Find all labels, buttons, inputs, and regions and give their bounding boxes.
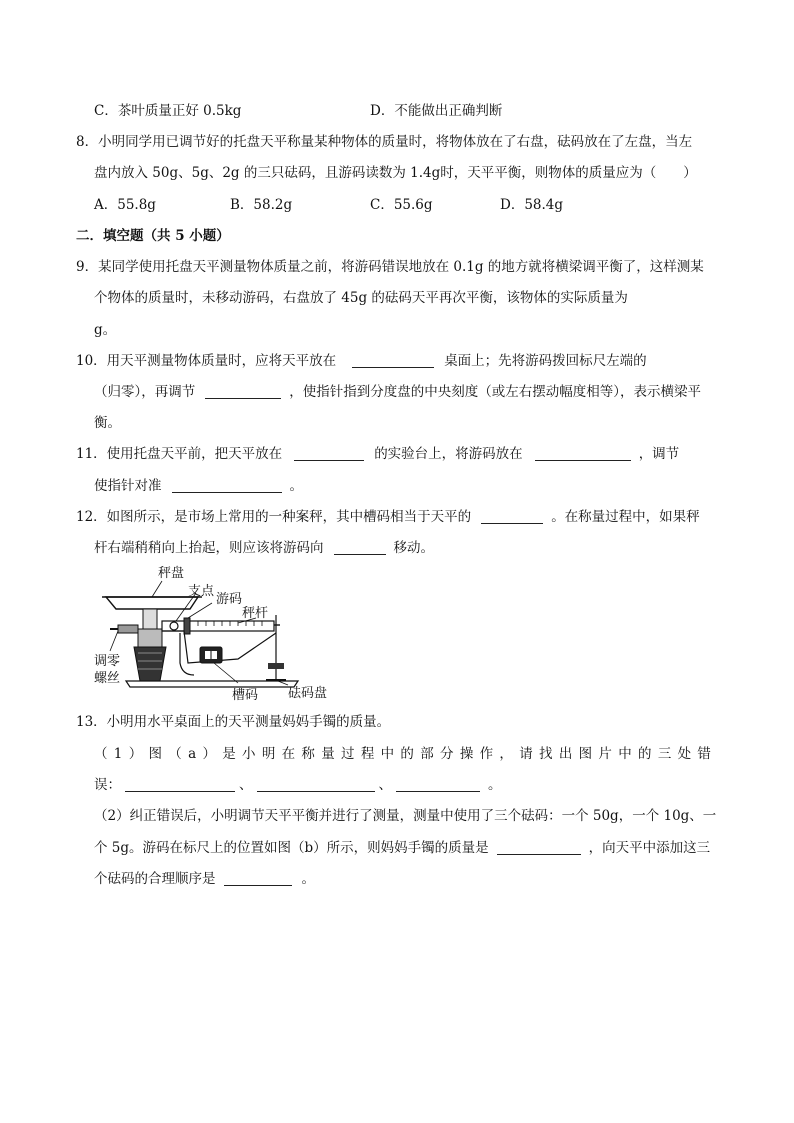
section-heading-fill-in: 二．填空题（共 5 小题） xyxy=(76,228,230,244)
q12-text-a: 12．如图所示，是市场上常用的一种案秤，其中槽码相当于天平的 xyxy=(76,509,472,525)
q13-part1-sep-2: 、 xyxy=(378,777,392,793)
q7-option-d: D．不能做出正确判断 xyxy=(370,103,503,119)
q11-answer-blank-1[interactable] xyxy=(294,446,364,461)
q10-text-b: 桌面上；先将游码拨回标尺左端的 xyxy=(444,353,647,369)
q12-line1 xyxy=(76,507,700,527)
q13-part1-line1: （1）图（a）是小明在称量过程中的部分操作，请找出图片中的三处错 xyxy=(94,746,718,762)
q12-text-b: 。在称量过程中，如果秤 xyxy=(551,509,700,525)
q10-answer-blank-2[interactable] xyxy=(205,384,281,399)
beam-shape xyxy=(162,621,274,631)
scale-pan-shape xyxy=(106,597,198,609)
q13-text-line1: 13．小明用水平桌面上的天平测量妈妈手镯的质量。 xyxy=(76,714,391,730)
q13-part1-end: 。 xyxy=(488,777,502,793)
q8-text-line1: 8．小明同学用已调节好的托盘天平称量某种物体的质量时，将物体放在了右盘，砝码放在了左盘，当左 xyxy=(76,134,693,150)
q11-text-d: 使指针对准 xyxy=(94,478,162,494)
q12-answer-blank-1[interactable] xyxy=(481,509,543,524)
label-zero-screw-1: 调零 xyxy=(94,654,121,669)
q8-option-a: A．55.8g xyxy=(94,197,156,213)
q13-answer-blank-3[interactable] xyxy=(396,777,480,792)
q11-text-b: 的实验台上，将游码放在 xyxy=(374,446,523,462)
q11-text-e: 。 xyxy=(289,478,303,494)
q7-option-c: C．茶叶质量正好 0.5kg xyxy=(94,103,242,119)
label-fulcrum: 支点 xyxy=(188,584,215,599)
q10-answer-blank-1[interactable] xyxy=(352,353,434,368)
label-beam: 秤杆 xyxy=(242,606,269,621)
q12-text-c: 杆右端稍稍向上抬起，则应该将游码向 xyxy=(94,540,324,556)
q13-part2-line2 xyxy=(94,838,710,858)
q12-platform-scale-figure xyxy=(88,563,338,703)
q13-part1-line2 xyxy=(94,775,502,795)
q13-answer-blank-2[interactable] xyxy=(257,777,375,792)
q13-part1-sep-1: 、 xyxy=(239,777,253,793)
q10-line1 xyxy=(76,351,647,371)
q11-answer-blank-3[interactable] xyxy=(172,478,282,493)
q11-line1 xyxy=(76,444,679,464)
q13-part2-text-a: 个 5g。游码在标尺上的位置如图（b）所示，则妈妈手镯的质量是 xyxy=(94,840,489,856)
rider-shape xyxy=(184,618,190,634)
q10-text-a: 10．用天平测量物体质量时，应将天平放在 xyxy=(76,353,337,369)
q10-line2 xyxy=(94,382,701,402)
q11-answer-blank-2[interactable] xyxy=(535,446,631,461)
q10-text-c: （归零），再调节 xyxy=(94,384,196,400)
fulcrum-shape xyxy=(170,622,178,630)
q8-option-c: C．55.6g xyxy=(370,197,433,213)
q9-text-line3: g。 xyxy=(94,322,117,338)
zero-screw-shape xyxy=(118,625,138,633)
q10-text-line3: 衡。 xyxy=(94,415,121,431)
platform-scale-diagram xyxy=(88,563,338,703)
q13-part2-line3 xyxy=(94,869,315,889)
q12-text-d: 移动。 xyxy=(393,540,434,556)
label-weight-pan: 砝码盘 xyxy=(288,686,328,701)
q13-part1-text-a: 误： xyxy=(94,777,121,793)
q13-part2-text-d: 。 xyxy=(301,871,315,887)
q12-answer-blank-2[interactable] xyxy=(334,540,386,555)
q12-line2 xyxy=(94,538,434,558)
label-slot-weight: 槽码 xyxy=(232,688,259,703)
q8-option-d: D．58.4g xyxy=(500,197,564,213)
label-rider: 游码 xyxy=(216,592,243,607)
q13-answer-blank-5[interactable] xyxy=(224,871,292,886)
q13-part2-text-b: ，向天平中添加这三 xyxy=(588,840,711,856)
base-plate-shape xyxy=(126,681,298,687)
q8-text-line2: 盘内放入 50g、5g、2g 的三只砝码，且游码读数为 1.4g时，天平平衡，则物体的质量应为（ ） xyxy=(94,165,697,181)
q8-option-b: B．58.2g xyxy=(230,197,293,213)
q13-part2-line1: （2）纠正错误后，小明调节天平平衡并进行了测量，测量中使用了三个砝码：一个 50g，一个 10g、一 xyxy=(94,808,717,824)
q9-text-line1: 9．某同学使用托盘天平测量物体质量之前，将游码错误地放在 0.1g 的地方就将横梁调平衡了，这样测某 xyxy=(76,259,704,275)
q13-answer-blank-1[interactable] xyxy=(125,777,235,792)
q11-line2 xyxy=(94,476,303,496)
q9-text-line2: 个物体的质量时，未移动游码，右盘放了 45g 的砝码天平再次平衡，该物体的实际质量为 xyxy=(94,290,628,306)
q10-text-d: ，使指针指到分度盘的中央刻度（或左右摆动幅度相等），表示横梁平 xyxy=(289,384,701,400)
q13-answer-blank-4[interactable] xyxy=(497,840,581,855)
q13-part2-text-c: 个砝码的合理顺序是 xyxy=(94,871,216,887)
label-zero-screw-2: 螺丝 xyxy=(94,671,121,686)
q11-text-c: ，调节 xyxy=(638,446,680,462)
label-pan: 秤盘 xyxy=(158,566,185,581)
q11-text-a: 11．使用托盘天平前，把天平放在 xyxy=(76,446,283,462)
scale-column-shape xyxy=(134,647,166,681)
